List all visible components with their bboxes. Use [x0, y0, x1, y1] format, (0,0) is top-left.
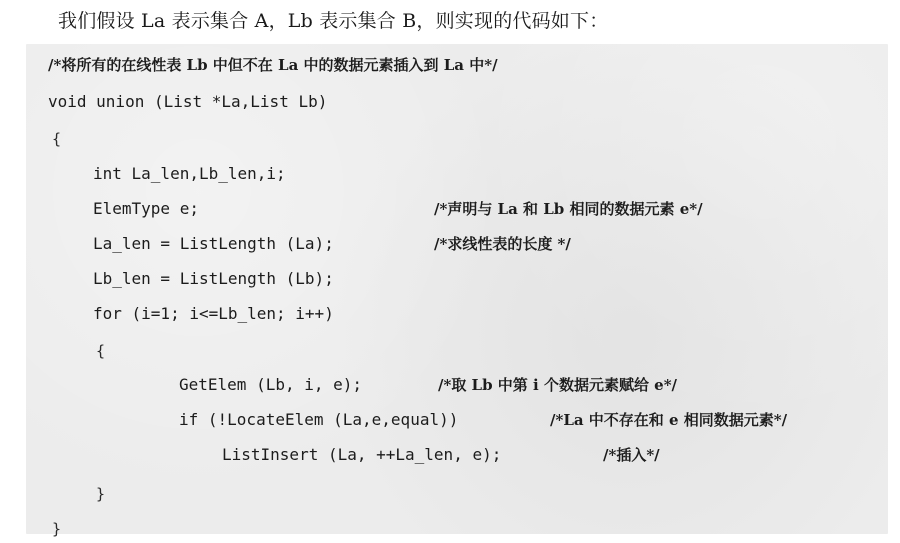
code-if-statement: if (!LocateElem (La,e,equal))	[179, 410, 459, 429]
code-listinsert-call: ListInsert (La, ++La_len, e);	[222, 445, 502, 464]
code-listinsert-comment: /*插入*/	[603, 446, 660, 464]
code-elemtype-comment: /*声明与 La 和 Lb 相同的数据元素 e*/	[434, 200, 703, 218]
code-for-open-brace: {	[96, 342, 106, 360]
code-int-declarations: int La_len,Lb_len,i;	[93, 164, 286, 183]
code-lb-len-assign: Lb_len = ListLength (Lb);	[93, 269, 334, 288]
code-getelem-call: GetElem (Lb, i, e);	[179, 375, 363, 394]
code-if-comment: /*La 中不存在和 e 相同数据元素*/	[550, 411, 788, 429]
code-for-close-brace: }	[96, 485, 106, 503]
code-open-brace: {	[52, 130, 62, 148]
code-getelem-comment: /*取 Lb 中第 i 个数据元素赋给 e*/	[438, 376, 678, 394]
code-function-signature: void union (List *La,List Lb)	[48, 92, 328, 111]
code-for-statement: for (i=1; i<=Lb_len; i++)	[93, 304, 334, 323]
code-close-brace: }	[52, 520, 62, 538]
code-la-len-comment: /*求线性表的长度 */	[434, 235, 571, 253]
code-header-comment: /*将所有的在线性表 Lb 中但不在 La 中的数据元素插入到 La 中*/	[48, 56, 498, 74]
code-la-len-assign: La_len = ListLength (La);	[93, 234, 334, 253]
code-elemtype-declaration: ElemType e;	[93, 199, 199, 218]
intro-text: 我们假设 La 表示集合 A，Lb 表示集合 B，则实现的代码如下：	[58, 10, 609, 32]
code-block	[26, 44, 888, 538]
